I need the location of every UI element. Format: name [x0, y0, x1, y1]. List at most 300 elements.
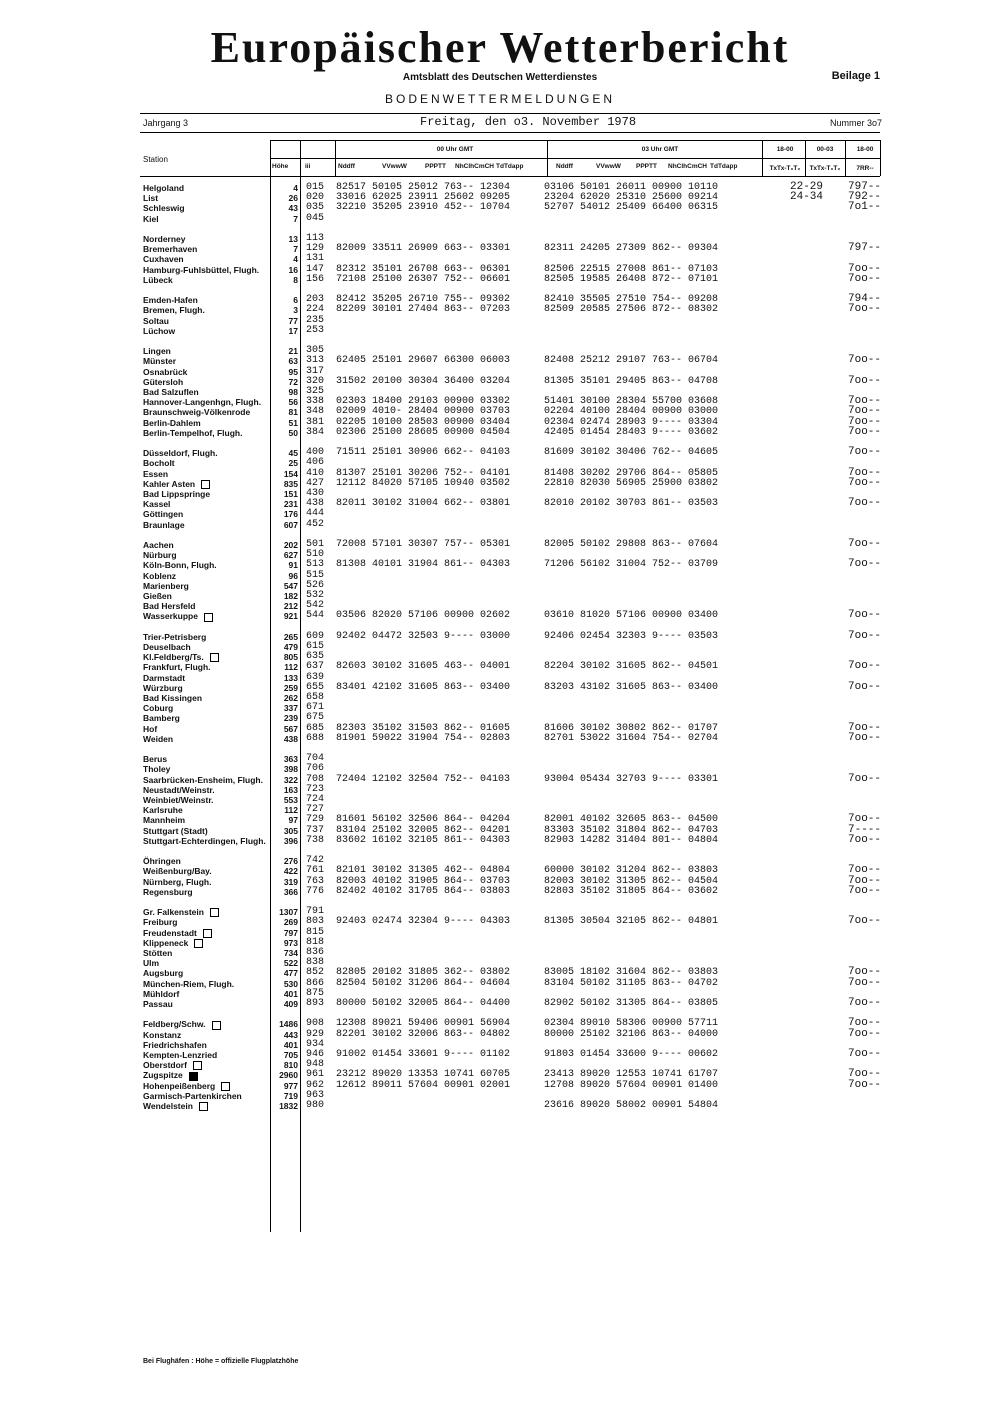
obs-00-utc: 82603 30102 31605 463-- 04001 [336, 661, 511, 673]
station-height: 977 [283, 1080, 298, 1091]
station-name-text: Düsseldorf, Flugh. [143, 448, 218, 459]
station-name [143, 785, 215, 795]
obs-00-utc: 33016 62025 23911 25602 09205 [336, 192, 511, 204]
station-name [143, 203, 185, 213]
station-name [143, 856, 181, 866]
station-height: 719 [283, 1090, 298, 1101]
station-index: 815 [306, 926, 325, 938]
station-height: 319 [283, 876, 298, 887]
obs-00-utc: 12308 89021 59406 00901 56904 [336, 1018, 511, 1030]
station-name [143, 601, 195, 611]
obs-03-utc: 82003 30102 31305 862-- 04504 [544, 875, 719, 887]
obs-03-utc: 52707 54012 25409 66400 06315 [544, 202, 719, 214]
station-index: 685 [306, 722, 325, 734]
station-index: 724 [306, 794, 325, 805]
station-index: 929 [306, 1028, 325, 1040]
station-index: 045 [306, 212, 325, 224]
rule-v-r3 [845, 140, 846, 176]
station-index: 035 [306, 202, 325, 214]
station-index: 948 [306, 1059, 325, 1071]
obs-03-utc: 81606 30102 30802 862-- 01707 [544, 722, 719, 734]
station-name [143, 652, 219, 662]
obs-00-utc: 82201 30102 32006 863-- 04802 [336, 1028, 511, 1040]
station-name-text: Zugspitze [143, 1070, 183, 1081]
obs-03-utc: 93004 05434 32703 9---- 03301 [544, 773, 719, 785]
station-height: 398 [283, 764, 298, 775]
station-index: 962 [306, 1079, 325, 1091]
station-height: 7 [293, 213, 298, 224]
obs-03-utc: 42405 01454 28403 9---- 03602 [544, 426, 719, 438]
obs-00-utc: 82312 35101 26708 663-- 06301 [336, 263, 511, 275]
station-name-text: Friedrichshafen [143, 1039, 207, 1050]
station-index: 427 [306, 477, 325, 489]
station-name-text: Weiden [143, 733, 174, 744]
station-name-text: Schleswig [143, 203, 185, 214]
precip-group: 7oo-- [848, 680, 882, 693]
station-name [143, 428, 242, 438]
station-index: 658 [306, 692, 325, 703]
station-name [143, 907, 219, 917]
station-height: 422 [283, 866, 298, 877]
station-index: 875 [306, 987, 325, 999]
station-name [143, 244, 197, 254]
station-index: 338 [306, 396, 325, 408]
precip-group: 792-- [848, 191, 882, 204]
station-name [143, 866, 212, 876]
mountain-station-marker-icon [201, 480, 210, 489]
obs-00-utc: 72008 57101 30307 757-- 05301 [336, 539, 511, 550]
obs-00-utc: 62405 25101 29607 66300 06003 [336, 355, 511, 367]
station-height: 1832 [279, 1101, 298, 1111]
station-name [143, 632, 206, 642]
station-name-text: Oberstdorf [143, 1060, 187, 1071]
station-height: 322 [283, 774, 298, 785]
station-name-text: Hannover-Langenhgn, Flugh. [143, 397, 262, 408]
station-height: 25 [288, 458, 298, 469]
station-index: 675 [306, 712, 325, 724]
station-name-text: Gr. Falkenstein [143, 907, 204, 918]
obs-03-utc: 91803 01454 33600 9---- 00602 [544, 1049, 719, 1060]
station-name [143, 968, 183, 978]
obs-00-utc: 02205 10100 28503 00900 03404 [336, 416, 511, 428]
precip-group: 7oo-- [848, 731, 882, 744]
obs-00-utc: 92402 04472 32503 9---- 03000 [336, 630, 511, 642]
station-index: 655 [306, 681, 325, 693]
station-name-text: Bremerhaven [143, 244, 198, 255]
station-index: 934 [306, 1038, 325, 1050]
station-name-text: Darmstadt [143, 672, 186, 683]
obs-03-utc: 23413 89020 12553 10741 61707 [544, 1069, 719, 1081]
obs-00-utc: 82209 30101 27404 863-- 07203 [336, 304, 511, 316]
obs-00-utc: 81307 25101 30206 752-- 04101 [336, 467, 511, 479]
precip-group: 7oo-- [848, 262, 882, 275]
obs-00-utc: 82805 20102 31805 362-- 03802 [336, 967, 511, 979]
station-name-text: Konstanz [143, 1029, 182, 1040]
station-name [143, 928, 212, 938]
precip-group: 7oo-- [848, 446, 882, 459]
station-index: 708 [306, 773, 325, 785]
obs-00-utc: 72108 25100 26307 752-- 06601 [336, 273, 511, 285]
obs-03-utc: 82803 35102 31805 864-- 03602 [544, 885, 719, 897]
station-name-text: Weißenburg/Bay. [143, 866, 212, 877]
station-height: 231 [283, 499, 298, 510]
station-name-text: Essen [143, 468, 169, 479]
station-index: 791 [306, 906, 325, 918]
temp-extremes: 24-34 [790, 191, 824, 204]
station-name [143, 836, 266, 846]
station-index: 400 [306, 447, 325, 459]
station-height: 50 [288, 427, 298, 438]
station-name [143, 448, 218, 458]
station-name [143, 1091, 242, 1101]
obs-03-utc: 82509 20585 27506 872-- 08302 [544, 304, 719, 316]
station-height: 477 [283, 968, 298, 979]
obs-00-utc: 82504 50102 31206 864-- 04604 [336, 977, 511, 989]
station-height: 16 [288, 264, 298, 275]
station-name [143, 1070, 198, 1080]
station-index: 639 [306, 671, 325, 683]
precip-group: 7oo-- [848, 874, 882, 887]
station-name [143, 683, 183, 693]
station-name [143, 418, 201, 428]
obs-03-utc: 82010 20102 30703 861-- 03503 [544, 498, 719, 510]
station-index: 224 [306, 304, 325, 316]
precip-group: 7oo-- [848, 721, 882, 734]
station-name [143, 520, 185, 530]
station-name-text: Ulm [143, 958, 160, 969]
rule-v-00 [335, 140, 336, 176]
station-index: 410 [306, 467, 325, 479]
station-name [143, 693, 202, 703]
station-index: 513 [306, 559, 325, 571]
precip-group: 7oo-- [848, 405, 882, 418]
station-index: 776 [306, 885, 325, 897]
obs-00-utc: 02303 18400 29103 00900 03302 [336, 396, 511, 408]
issue-number: Nummer 3o7 [829, 118, 882, 128]
station-name-text: Trier-Petrisberg [143, 631, 207, 642]
obs-03-utc: 02304 02474 28903 9---- 03304 [544, 416, 719, 428]
station-index: 510 [306, 549, 325, 561]
station-name [143, 1019, 221, 1029]
mountain-station-marker-icon [221, 1082, 230, 1091]
precip-group: 7oo-- [848, 813, 882, 826]
obs-03-utc: 82701 53022 31604 754-- 02704 [544, 732, 719, 744]
col-group-03: 03 Uhr GMT [641, 146, 679, 153]
station-index: 704 [306, 753, 325, 765]
station-name-text: Mannheim [143, 815, 186, 826]
station-name-text: Kahler Asten [143, 478, 196, 489]
station-name [143, 387, 199, 397]
station-name-text: Öhringen [143, 856, 181, 867]
station-index: 203 [306, 294, 325, 306]
station-name [143, 724, 157, 734]
obs-00-utc: 83104 25102 32005 862-- 04201 [336, 824, 511, 836]
station-height: 98 [288, 387, 298, 397]
precip-group: 7oo-- [848, 354, 882, 367]
station-index: 156 [306, 273, 325, 285]
col-r1: 18-00 [776, 146, 794, 153]
station-height: 921 [283, 611, 298, 622]
station-name [143, 979, 234, 989]
station-height: 973 [283, 937, 298, 948]
precip-group: 7oo-- [848, 303, 882, 316]
station-name [143, 611, 213, 621]
obs-00-utc: 92403 02474 32304 9---- 04303 [336, 916, 511, 928]
rule-v-r1 [762, 140, 763, 176]
col-vvwww-00: VVwwW [382, 163, 407, 170]
station-height: 6 [293, 295, 298, 306]
station-height: 112 [284, 662, 298, 673]
obs-00-utc: 31502 20100 30304 36400 03204 [336, 375, 511, 387]
station-name [143, 826, 208, 836]
precip-group: 7oo-- [848, 833, 882, 846]
header-rule-mid [140, 132, 880, 133]
precip-group: 7oo-- [848, 966, 882, 979]
station-index: 738 [306, 834, 325, 846]
precip-group: 7---- [848, 823, 882, 836]
station-name-text: Norderney [143, 234, 186, 244]
station-index: 438 [306, 498, 325, 510]
issue-date: Freitag, den o3. November 1978 [420, 115, 637, 129]
footer-note: Bei Flughäfen : Höhe = offizielle Flugplatzhöhe [143, 1358, 299, 1365]
col-vvwww-03: VVwwW [596, 163, 621, 170]
station-height: 530 [283, 978, 298, 989]
station-name-text: München-Riem, Flugh. [143, 978, 235, 989]
precip-group: 7oo-- [848, 538, 882, 550]
station-name [143, 795, 214, 805]
station-height: 401 [283, 1039, 298, 1050]
mountain-station-marker-icon [210, 908, 219, 917]
col-nddff-03: Nddff [556, 163, 573, 170]
station-index: 609 [306, 630, 325, 642]
beilage-label: Beilage 1 [831, 70, 880, 82]
obs-00-utc: 02306 25100 28605 00900 04504 [336, 426, 511, 438]
station-name [143, 397, 261, 407]
station-name [143, 367, 187, 377]
station-name [143, 989, 179, 999]
station-index: 727 [306, 804, 325, 816]
obs-00-utc: 82009 33511 26909 663-- 03301 [336, 243, 511, 255]
station-name [143, 509, 183, 519]
station-height: 77 [288, 315, 298, 326]
obs-03-utc: 82902 50102 31305 864-- 03805 [544, 998, 719, 1009]
station-height: 734 [283, 948, 298, 958]
station-index: 761 [306, 865, 325, 877]
station-name [143, 560, 217, 570]
station-index: 305 [306, 345, 325, 357]
obs-00-utc: 02009 4010- 28404 00900 03703 [336, 406, 511, 418]
station-height: 91 [288, 560, 298, 571]
station-index: 235 [306, 314, 325, 326]
station-name-text: Lübeck [143, 274, 173, 285]
obs-03-utc: 92406 02454 32303 9---- 03503 [544, 630, 719, 642]
station-name [143, 1081, 230, 1091]
station-index: 963 [306, 1089, 325, 1101]
station-index: 532 [306, 590, 325, 601]
precip-group: 7oo-- [848, 476, 882, 489]
station-name-text: Braunlage [143, 519, 185, 530]
station-name [143, 642, 191, 652]
obs-03-utc: 82505 19585 26408 872-- 07101 [544, 273, 719, 285]
station-height: 305 [283, 825, 298, 836]
station-index: 729 [306, 814, 325, 826]
station-name-text: Kempten-Lenzried [143, 1050, 218, 1060]
obs-03-utc: 23204 62020 25310 25600 09214 [544, 192, 719, 204]
station-height: 2960 [279, 1070, 298, 1081]
precip-group: 7oo-- [848, 374, 882, 387]
precip-group: 7oo-- [848, 558, 882, 571]
station-height: 4 [293, 183, 298, 193]
station-height: 112 [284, 805, 298, 816]
station-height: 163 [283, 784, 298, 795]
precip-group: 7oo-- [848, 1027, 882, 1040]
col-group-00: 00 Uhr GMT [436, 146, 474, 153]
station-name-text: Koblenz [143, 570, 177, 581]
obs-00-utc: 72404 12102 32504 752-- 04103 [336, 773, 511, 785]
obs-03-utc: 51401 30100 28304 55700 03608 [544, 396, 719, 408]
obs-03-utc: 12708 89020 57604 00901 01400 [544, 1079, 719, 1091]
station-height: 4 [293, 254, 298, 265]
station-index: 836 [306, 947, 325, 958]
station-index: 452 [306, 518, 325, 530]
precip-group: 7oo-- [848, 629, 882, 642]
station-name-text: Garmisch-Partenkirchen [143, 1090, 242, 1101]
col-rsub2: ТхТх-Т₀Т₀ [809, 165, 841, 172]
station-name [143, 999, 173, 1009]
station-index: 706 [306, 763, 325, 775]
mountain-station-marker-icon [189, 1072, 198, 1081]
station-height: 51 [288, 417, 298, 428]
station-name [143, 887, 193, 897]
station-name-text: Augsburg [143, 968, 184, 979]
precip-group: 7oo-- [848, 272, 882, 285]
station-height: 547 [283, 580, 298, 591]
obs-03-utc: 83303 35102 31804 862-- 04703 [544, 824, 719, 836]
station-name-text: Bamberg [143, 713, 180, 724]
station-height: 97 [288, 815, 298, 826]
station-index: 635 [306, 651, 325, 663]
station-index: 015 [306, 182, 325, 193]
station-name [143, 183, 184, 193]
station-name [143, 234, 186, 244]
station-index: 515 [306, 569, 325, 581]
obs-00-utc: 12112 84020 57105 10940 03502 [336, 477, 511, 489]
station-name [143, 703, 173, 713]
station-name-text: Marienberg [143, 580, 189, 591]
station-name-text: Göttingen [143, 509, 184, 520]
precip-group: 797-- [848, 181, 882, 193]
station-name-text: Wendelstein [143, 1101, 193, 1111]
temp-extremes: 22-29 [790, 181, 824, 193]
col-tdapp-03: TdTdapp [710, 163, 738, 170]
station-name-text: Deuselbach [143, 642, 191, 652]
station-height: 202 [283, 540, 298, 550]
precip-group: 7oo-- [848, 976, 882, 989]
station-name [143, 1030, 181, 1040]
station-height: 810 [283, 1060, 298, 1071]
station-height: 607 [283, 519, 298, 530]
station-name-text: Klippeneck [143, 937, 189, 948]
station-name [143, 356, 176, 366]
station-index: 671 [306, 702, 325, 714]
station-height: 479 [283, 642, 298, 652]
station-height: 797 [283, 927, 298, 938]
station-name-text: Emden-Hafen [143, 295, 198, 306]
station-name-text: Osnabrück [143, 366, 188, 377]
col-rsub1: ТхТх-Т₀Т₀ [769, 165, 801, 172]
obs-03-utc: 71206 56102 31004 752-- 03709 [544, 559, 719, 571]
col-r3: 18-00 [856, 146, 874, 153]
station-name [143, 754, 167, 764]
col-hoehe: Höhe [272, 163, 289, 170]
station-name-text: Hof [143, 723, 158, 734]
mountain-station-marker-icon [204, 613, 213, 622]
station-name [143, 591, 172, 601]
station-index: 131 [306, 253, 325, 265]
station-name [143, 917, 177, 927]
col-tdapp-00: TdTdapp [496, 163, 524, 170]
obs-00-utc: 83602 16102 32105 861-- 04303 [336, 834, 511, 846]
station-name-text: Berus [143, 754, 168, 765]
station-name-text: Coburg [143, 703, 174, 714]
precip-group: 7oo-- [848, 1017, 882, 1030]
station-height: 212 [283, 601, 298, 612]
station-height: 1486 [279, 1019, 298, 1030]
station-name-text: Bad Hersfeld [143, 601, 196, 612]
station-name-text: Berlin-Dahlem [143, 417, 201, 428]
station-height: 363 [283, 754, 298, 765]
precip-group: 7oo-- [848, 864, 882, 877]
obs-03-utc: 82204 30102 31605 862-- 04501 [544, 661, 719, 673]
col-r2: 00-03 [816, 146, 834, 153]
station-name [143, 805, 183, 815]
obs-03-utc: 82311 24205 27309 862-- 09304 [544, 243, 719, 255]
station-name [143, 458, 175, 468]
obs-03-utc: 81609 30102 30406 762-- 04605 [544, 447, 719, 459]
precip-group: 7oo-- [848, 772, 882, 785]
station-name-text: Cuxhaven [143, 254, 184, 265]
obs-03-utc: 03610 81020 57106 00900 03400 [544, 610, 719, 622]
station-height: 1307 [279, 907, 298, 918]
station-name-text: Kiel [143, 213, 159, 224]
obs-00-utc: 82517 50105 25012 763-- 12304 [336, 182, 511, 193]
station-height: 262 [283, 693, 298, 703]
station-name-text: Stötten [143, 948, 173, 958]
station-name-text: Bocholt [143, 458, 175, 469]
station-name [143, 193, 158, 203]
col-nddff-00: Nddff [338, 163, 355, 170]
station-name [143, 775, 263, 785]
station-index: 818 [306, 936, 325, 948]
page-title: Europäischer Wetterbericht [210, 23, 790, 72]
station-index: 893 [306, 998, 325, 1009]
station-height: 45 [288, 448, 298, 459]
precip-group: 7oo-- [848, 1068, 882, 1081]
station-height: 567 [283, 723, 298, 734]
station-name [143, 499, 170, 509]
station-height: 337 [283, 703, 298, 714]
station-height: 21 [288, 346, 298, 357]
station-name-text: Bad Kissingen [143, 693, 203, 703]
station-name-text: Tholey [143, 764, 171, 775]
station-height: 96 [288, 570, 298, 581]
station-height: 182 [283, 591, 298, 601]
station-height: 401 [283, 988, 298, 999]
station-name-text: Bad Lippspringe [143, 489, 211, 499]
station-index: 113 [306, 233, 325, 244]
station-index: 852 [306, 967, 325, 979]
precip-group: 797-- [848, 242, 882, 255]
